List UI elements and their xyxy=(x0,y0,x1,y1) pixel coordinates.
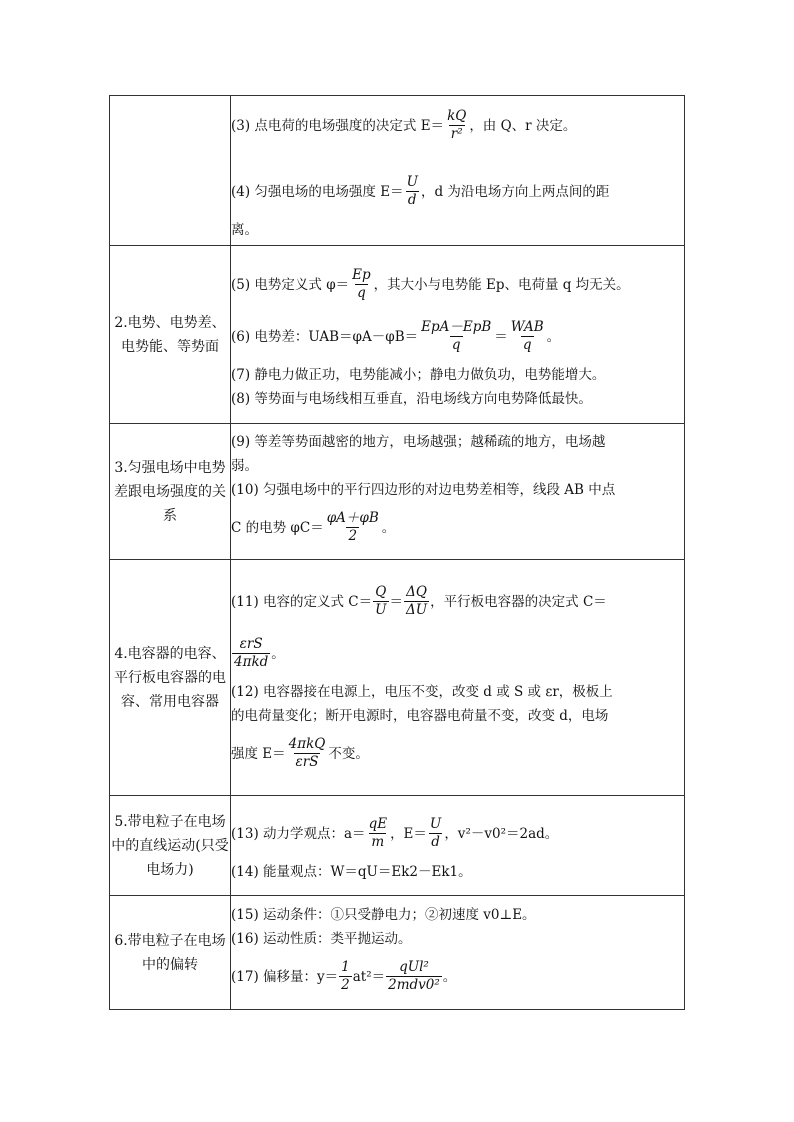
fraction: $\frac{\text{qUl²}}{\text{2mdv0²}}$ xyxy=(388,958,440,993)
content-cell xyxy=(231,796,685,896)
topic-cell: 6.带电粒子在电场中的偏转 xyxy=(110,896,231,1010)
text-line: 离。 xyxy=(231,221,258,238)
text-line: 的电荷量变化；断开电源时，电容器电荷量不变，改变 d，电场 xyxy=(231,707,609,724)
formula-line: (11) 电容的定义式 C＝ $\frac{Q}{U}$ ＝ $\frac{\Delta Q}{\Delta U}$ ，平行板电容器的决定式 C＝ xyxy=(231,583,607,618)
text-line: (14) 能量观点：W＝qU＝Ek2－Ek1。 xyxy=(231,863,472,880)
table-row xyxy=(110,96,685,246)
formula-line: C 的电势 φC＝ $\frac{\varphi A+\varphi B}{2}$ 。 xyxy=(231,509,396,544)
fraction: $\frac{\varphi A+\varphi B}{2}$ xyxy=(326,509,379,544)
text-line: (9) 等差等势面越密的地方，电场越强；越稀疏的地方，电场越 xyxy=(231,433,606,450)
content-cell xyxy=(231,424,685,560)
fraction: $\frac{qE}{m}$ xyxy=(368,815,388,850)
summary-table xyxy=(109,95,685,1010)
text-line: (12) 电容器接在电源上，电压不变，改变 d 或 S 或 εr，极板上 xyxy=(231,683,613,700)
fraction: $\frac{U}{d}$ xyxy=(429,815,442,850)
formula-line: (4) 匀强电场的电场强度 E＝ $\frac{U}{d}$ ，d 为沿电场方向上两点间的距 xyxy=(231,173,610,208)
formula-line: (3) 点电荷的电场强度的决定式 E＝ $\frac{kQ}{\text{r²}}$ ，由 Q、r 决定。 xyxy=(231,107,577,142)
fraction: $\frac{\Delta Q}{\Delta U}$ xyxy=(406,583,428,618)
content-cell xyxy=(231,246,685,424)
text-line: 弱。 xyxy=(231,457,258,474)
fraction: $\frac{1}{2}$ xyxy=(341,958,350,993)
topic-cell: 4.电容器的电容、平行板电容器的电容、常用电容器 xyxy=(110,560,231,796)
formula-line: (6) 电势差：UAB＝φA－φB＝ $\frac{\text{EpA－EpB}}{q}$ ＝ $\frac{\text{WAB}}{q}$ 。 xyxy=(231,318,561,353)
text-line: (15) 运动条件：①只受静电力；②初速度 v0⊥E。 xyxy=(231,906,536,923)
fraction: $\frac{\text{EpA－EpB}}{q}$ xyxy=(421,318,492,353)
text-line: (10) 匀强电场中的平行四边形的对边电势差相等，线段 AB 中点 xyxy=(231,481,616,498)
table-row xyxy=(110,796,685,896)
topic-cell: 2.电势、电势差、电势能、等势面 xyxy=(110,246,231,424)
topic-cell: 3.匀强电场中电势差跟电场强度的关系 xyxy=(110,424,231,560)
table-row xyxy=(110,896,685,1010)
table-row xyxy=(110,560,685,796)
table-row xyxy=(110,424,685,560)
formula-line: (5) 电势定义式 φ＝ $\frac{Ep}{q}$ ，其大小与电势能 Ep、电荷量 q 均无关。 xyxy=(231,266,630,301)
topic-cell: 5.带电粒子在电场中的直线运动(只受电场力) xyxy=(110,796,231,896)
text-line: (8) 等势面与电场线相互垂直，沿电场线方向电势降低最快。 xyxy=(231,390,592,407)
fraction: $\frac{\text{εrS}}{\text{4πkd}}$ xyxy=(234,635,269,670)
formula-line: $\frac{\text{εrS}}{\text{4πkd}}$ 。 xyxy=(234,635,285,670)
fraction: $\frac{Q}{U}$ xyxy=(375,583,387,618)
fraction: $\frac{Ep}{q}$ xyxy=(352,266,371,301)
fraction: $\frac{kQ}{\text{r²}}$ xyxy=(447,107,467,142)
fraction: $\frac{\text{WAB}}{q}$ xyxy=(510,318,544,353)
text-line: (16) 运动性质：类平抛运动。 xyxy=(231,930,412,947)
formula-line: 强度 E＝ $\frac{\text{4πkQ}}{\text{εrS}}$ 不变。 xyxy=(231,735,369,770)
content-cell xyxy=(231,560,685,796)
fraction: $\frac{\text{4πkQ}}{\text{εrS}}$ xyxy=(288,735,326,770)
table-row xyxy=(110,246,685,424)
content-cell xyxy=(231,896,685,1010)
topic-cell xyxy=(110,96,231,246)
fraction: $\frac{U}{d}$ xyxy=(406,173,418,208)
content-cell xyxy=(231,96,685,246)
text-line: (7) 静电力做正功，电势能减小；静电力做负功，电势能增大。 xyxy=(231,366,606,383)
formula-line: (13) 动力学观点：a＝ $\frac{qE}{m}$ ，E＝ $\frac{U}{d}$ ，v²－v0²＝2ad。 xyxy=(231,815,559,850)
formula-line: (17) 偏移量：y＝ $\frac{1}{2}$ at²＝ $\frac{\text{qUl²}}{\text{2mdv0²}}$ 。 xyxy=(231,958,457,993)
